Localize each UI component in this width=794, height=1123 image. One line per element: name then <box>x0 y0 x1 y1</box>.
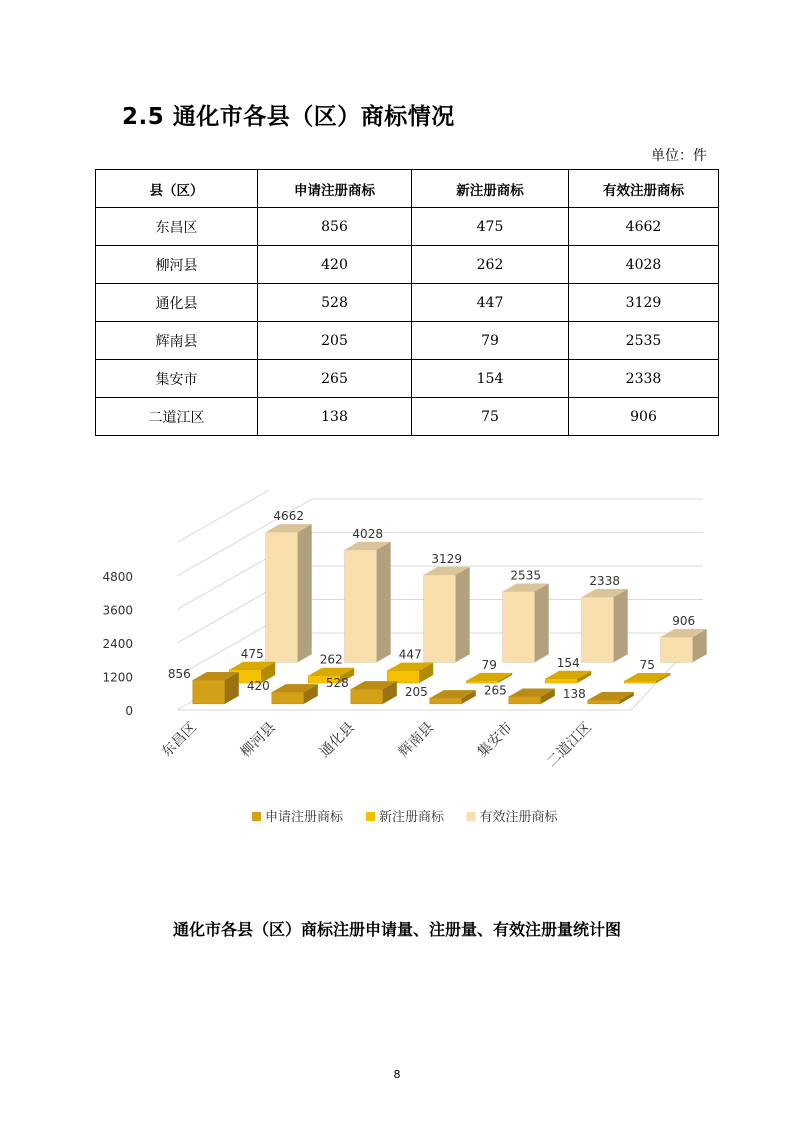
data-label: 475 <box>240 646 264 661</box>
cell-valid: 3129 <box>569 284 719 322</box>
data-label: 4028 <box>352 526 383 541</box>
bar-0-series-2 <box>266 524 312 662</box>
data-label: 447 <box>398 647 422 662</box>
data-label: 138 <box>562 686 586 701</box>
x-category-label: 柳河县 <box>237 719 279 761</box>
page-number: 8 <box>393 1068 401 1081</box>
cell-applications: 528 <box>258 284 412 322</box>
bar-2-series-0 <box>351 681 397 704</box>
data-label: 265 <box>483 683 507 698</box>
data-label: 4662 <box>273 509 304 524</box>
cell-new: 475 <box>412 208 569 246</box>
data-label: 906 <box>672 613 696 628</box>
bar-4-series-1 <box>545 671 591 683</box>
data-label: 3129 <box>431 551 462 566</box>
x-category-label: 二道江区 <box>543 719 595 771</box>
legend-swatch <box>252 812 261 821</box>
section-title: 2.5 通化市各县（区）商标情况 <box>122 104 455 130</box>
cell-county: 东昌区 <box>96 208 258 246</box>
cell-new: 75 <box>412 398 569 436</box>
bar-5-series-0 <box>588 692 634 704</box>
data-label: 262 <box>319 652 343 667</box>
cell-new: 447 <box>412 284 569 322</box>
bar-5-series-2 <box>661 629 707 662</box>
cell-valid: 2338 <box>569 360 719 398</box>
data-label: 2535 <box>510 568 541 583</box>
bar-2-series-2 <box>424 567 470 662</box>
legend-swatch <box>467 812 476 821</box>
col-header-applications: 申请注册商标 <box>258 170 412 208</box>
cell-applications: 265 <box>258 360 412 398</box>
table-row <box>96 284 719 322</box>
legend-swatch <box>366 812 375 821</box>
cell-county: 集安市 <box>96 360 258 398</box>
bar-1-series-2 <box>345 542 391 662</box>
unit-label: 单位：件 <box>651 148 707 164</box>
table-row <box>96 360 719 398</box>
cell-applications: 856 <box>258 208 412 246</box>
table-row <box>96 322 719 360</box>
y-tick-label: 2400 <box>102 637 133 651</box>
trademark-table <box>95 169 719 436</box>
data-label: 528 <box>325 676 349 691</box>
table-header-row <box>96 170 719 208</box>
cell-county: 柳河县 <box>96 246 258 284</box>
data-label: 2338 <box>589 573 620 588</box>
bar-0-series-0 <box>193 672 239 704</box>
bar-3-series-0 <box>430 690 476 704</box>
cell-new: 79 <box>412 322 569 360</box>
y-tick-label: 0 <box>125 704 133 718</box>
bar-3-series-1 <box>466 673 512 683</box>
cell-county: 通化县 <box>96 284 258 322</box>
data-label: 79 <box>481 657 497 672</box>
cell-valid: 4028 <box>569 246 719 284</box>
y-tick-label: 4800 <box>102 570 133 584</box>
col-header-valid-registrations: 有效注册商标 <box>569 170 719 208</box>
data-label: 75 <box>639 657 655 672</box>
cell-new: 262 <box>412 246 569 284</box>
cell-valid: 4662 <box>569 208 719 246</box>
data-label: 420 <box>246 679 270 694</box>
cell-applications: 205 <box>258 322 412 360</box>
legend-label: 有效注册商标 <box>479 810 558 825</box>
chart-caption: 通化市各县（区）商标注册申请量、注册量、有效注册量统计图 <box>172 920 621 939</box>
data-label: 205 <box>404 685 428 700</box>
data-label: 154 <box>556 655 580 670</box>
x-category-label: 东昌区 <box>158 719 200 761</box>
cell-county: 辉南县 <box>96 322 258 360</box>
cell-new: 154 <box>412 360 569 398</box>
bar-2-series-1 <box>387 663 433 683</box>
legend-label: 申请注册商标 <box>265 810 344 825</box>
bar-4-series-0 <box>509 688 555 703</box>
x-category-label: 通化县 <box>316 719 358 761</box>
table-row <box>96 398 719 436</box>
y-tick-label: 3600 <box>102 603 133 618</box>
bar-1-series-0 <box>272 684 318 704</box>
cell-valid: 906 <box>569 398 719 436</box>
cell-applications: 420 <box>258 246 412 284</box>
cell-county: 二道江区 <box>96 398 258 436</box>
table-row <box>96 246 719 284</box>
table-row <box>96 208 719 246</box>
cell-applications: 138 <box>258 398 412 436</box>
legend-label: 新注册商标 <box>379 810 445 825</box>
x-category-label: 集安市 <box>474 719 516 761</box>
bar-3-series-2 <box>503 583 549 662</box>
trademark-bar-chart <box>95 490 720 850</box>
col-header-new-registrations: 新注册商标 <box>412 170 569 208</box>
cell-valid: 2535 <box>569 322 719 360</box>
y-tick-label: 1200 <box>102 670 133 685</box>
bar-5-series-1 <box>624 673 670 683</box>
x-category-label: 辉南县 <box>395 719 437 761</box>
data-label: 856 <box>167 666 191 681</box>
col-header-county: 县（区） <box>96 170 258 208</box>
bar-4-series-2 <box>582 589 628 662</box>
